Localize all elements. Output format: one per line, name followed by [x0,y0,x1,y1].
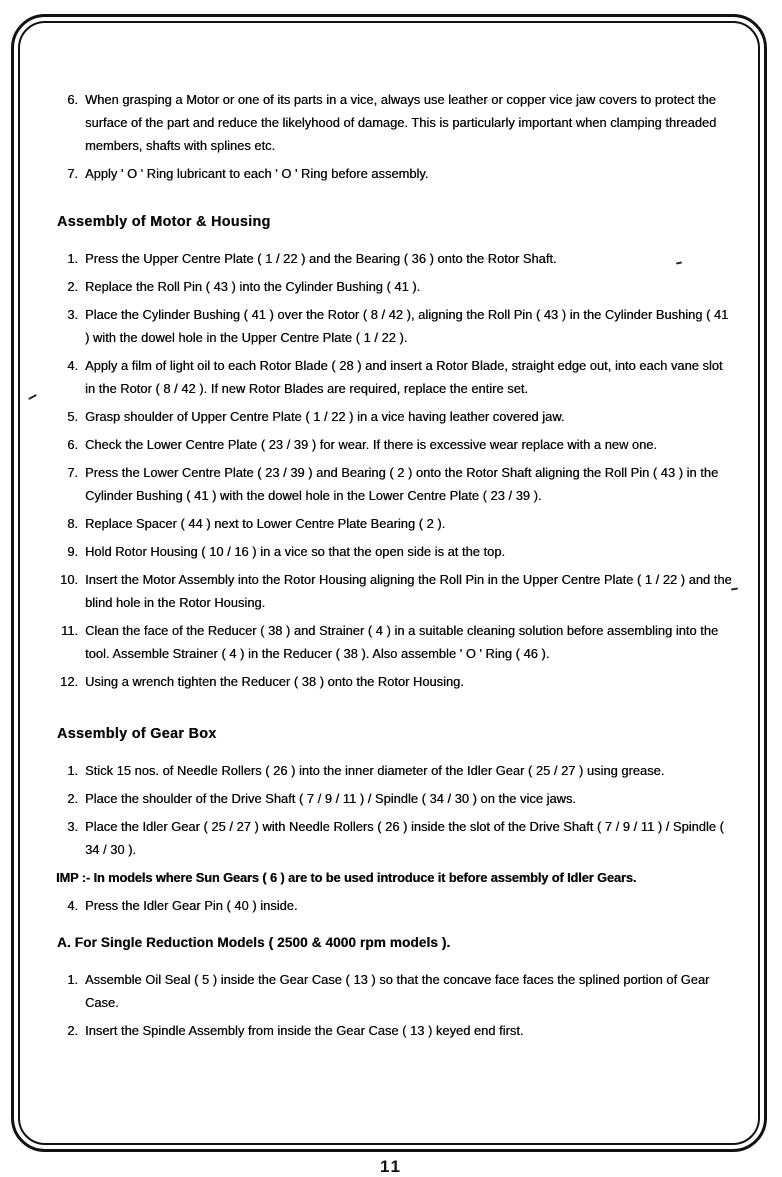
item-number: 2. [67,791,78,806]
instruction-item [48,968,736,1014]
item-text: Press the Upper Centre Plate ( 1 / 22 ) and the Bearing ( 36 ) onto the Rotor Shaft. [85,251,557,266]
item-number: 7. [67,465,78,480]
page-number: 11 [380,1157,402,1176]
instruction-item [48,461,736,507]
item-text: Stick 15 nos. of Needle Rollers ( 26 ) into the inner diameter of the Idler Gear ( 25 / 27 ) using grease. [85,763,665,778]
item-text: Using a wrench tighten the Reducer ( 38 ) onto the Rotor Housing. [85,674,464,689]
instruction-item [48,759,736,782]
instruction-item [48,512,736,535]
instruction-item [48,88,736,157]
instruction-item [48,815,736,861]
item-text: Insert the Spindle Assembly from inside the Gear Case ( 13 ) keyed end first. [85,1023,524,1038]
item-text: Place the Cylinder Bushing ( 41 ) over the Rotor ( 8 / 42 ), aligning the Roll Pin ( 43 ) in the Cylinder Bushing ( 41 ) with the dowel hole in the Upper Centre Plate ( 1 / 22 ). [85,307,729,345]
item-text: Press the Lower Centre Plate ( 23 / 39 ) and Bearing ( 2 ) onto the Rotor Shaft aligning the Roll Pin ( 43 ) in the Cylinder Bushing ( 41 ) with the dowel hole in the Lower Centre Plate ( 23 / 39 ). [85,465,719,503]
item-number: 5. [67,409,78,424]
instruction-item [48,433,736,456]
item-number: 3. [67,819,78,834]
item-text: Apply a film of light oil to each Rotor Blade ( 28 ) and insert a Rotor Blade, straight edge out, into each vane slot in the Rotor ( 8 / 42 ). If new Rotor Blades are required, replace the entire set. [85,358,723,396]
item-number: 12. [60,674,78,689]
instruction-item [48,787,736,810]
item-text: Place the Idler Gear ( 25 / 27 ) with Needle Rollers ( 26 ) inside the slot of the Drive Shaft ( 7 / 9 / 11 ) / Spindle ( 34 / 30 ). [85,819,724,857]
item-number: 2. [67,1023,78,1038]
section-heading-gear-box: Assembly of Gear Box [57,726,217,742]
item-number: 1. [67,251,78,266]
item-text: Assemble Oil Seal ( 5 ) inside the Gear Case ( 13 ) so that the concave face faces the splined portion of Gear Case. [85,972,710,1010]
item-number: 8. [67,516,78,531]
item-number: 11. [61,623,78,638]
item-number: 10. [60,572,78,587]
item-number: 9. [67,544,78,559]
item-text: Hold Rotor Housing ( 10 / 16 ) in a vice so that the open side is at the top. [85,544,505,559]
page-content [48,88,736,1047]
item-text: Press the Idler Gear Pin ( 40 ) inside. [85,898,298,913]
instruction-item [48,1019,736,1042]
item-number: 7. [67,166,78,181]
instruction-item [48,568,736,614]
instruction-item [48,619,736,665]
item-text: Check the Lower Centre Plate ( 23 / 39 ) for wear. If there is excessive wear replace with a new one. [85,437,657,452]
instruction-item [48,670,736,693]
instruction-item [48,247,736,270]
section-heading-single-reduction: A. For Single Reduction Models ( 2500 & 4000 rpm models ). [57,935,451,950]
instruction-item [48,275,736,298]
instruction-item [48,303,736,349]
item-text: Insert the Motor Assembly into the Rotor Housing aligning the Roll Pin in the Upper Centre Plate ( 1 / 22 ) and the blind hole in the Rotor Housing. [85,572,732,610]
instruction-item [48,162,736,185]
item-number: 3. [67,307,78,322]
section-heading-motor-housing: Assembly of Motor & Housing [57,214,271,230]
item-number: 4. [67,358,78,373]
item-number: 6. [67,437,78,452]
item-number: 2. [67,279,78,294]
instruction-item [48,894,736,917]
item-text: Place the shoulder of the Drive Shaft ( 7 / 9 / 11 ) / Spindle ( 34 / 30 ) on the vice jaws. [85,791,576,806]
instruction-item [48,354,736,400]
instruction-item [48,405,736,428]
item-number: 1. [67,763,78,778]
item-number: 4. [67,898,78,913]
item-number: 1. [67,972,78,987]
item-text: When grasping a Motor or one of its parts in a vice, always use leather or copper vice jaw covers to protect the surface of the part and reduce the likelyhood of damage. This is particularly important when clamping threaded members, shafts with splines etc. [85,92,717,153]
item-number: 6. [67,92,78,107]
item-text: Grasp shoulder of Upper Centre Plate ( 1 / 22 ) in a vice having leather covered jaw. [85,409,565,424]
instruction-item [48,540,736,563]
item-text: Replace the Roll Pin ( 43 ) into the Cylinder Bushing ( 41 ). [85,279,421,294]
item-text: Clean the face of the Reducer ( 38 ) and Strainer ( 4 ) in a suitable cleaning solution before assembling into the tool. Assemble Strainer ( 4 ) in the Reducer ( 38 ). Also assemble ' O ' Ring ( 46 ). [85,623,719,661]
item-text: Apply ' O ' Ring lubricant to each ' O ' Ring before assembly. [85,166,429,181]
imp-note: IMP :- In models where Sun Gears ( 6 ) are to be used introduce it before assembly of Idler Gears. [56,870,637,885]
item-text: Replace Spacer ( 44 ) next to Lower Centre Plate Bearing ( 2 ). [85,516,446,531]
